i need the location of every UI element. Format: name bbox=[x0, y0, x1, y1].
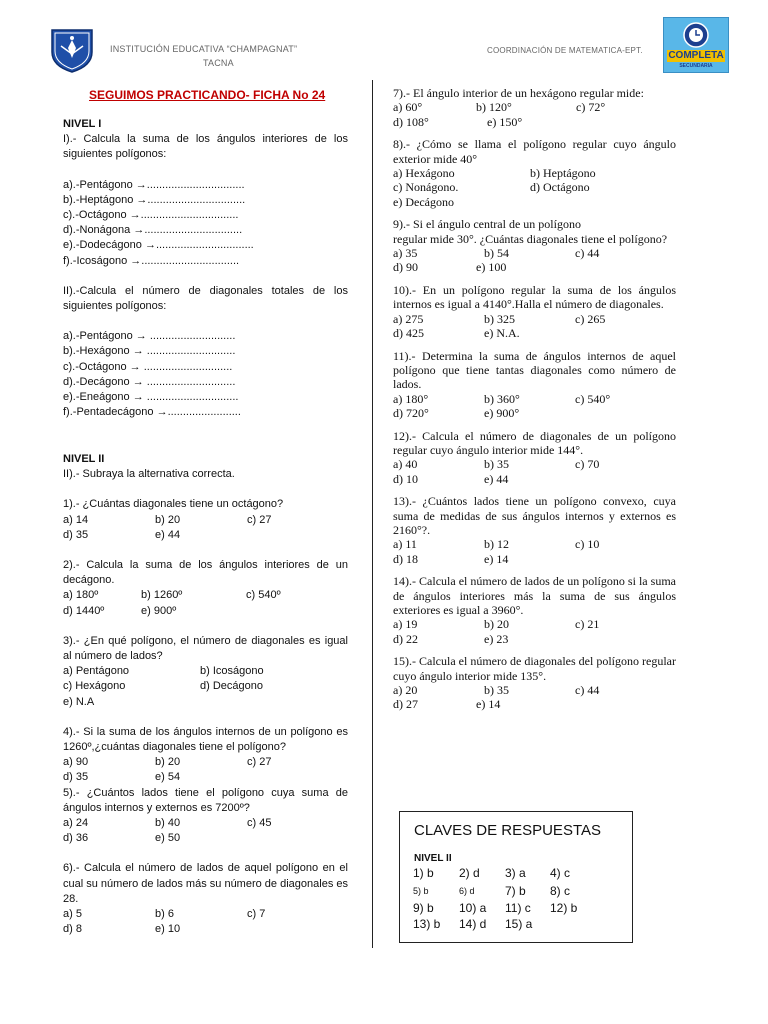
option: c) 44 bbox=[575, 246, 600, 261]
school-name: INSTITUCIÓN EDUCATIVA “CHAMPAGNAT” bbox=[110, 44, 298, 54]
options-row bbox=[393, 697, 676, 711]
options-row bbox=[393, 326, 676, 340]
options-row bbox=[63, 679, 348, 694]
completa-banner: COMPLETA bbox=[668, 50, 724, 61]
options-row bbox=[63, 816, 348, 831]
option: c) 7 bbox=[247, 908, 266, 921]
option: e) Decágono bbox=[393, 194, 454, 209]
option: e) N.A bbox=[63, 695, 95, 708]
options-row bbox=[63, 831, 348, 846]
answer-key: 11) c bbox=[505, 901, 531, 915]
option: a) 180° bbox=[393, 391, 429, 406]
option: a) Pentágono bbox=[63, 665, 130, 678]
option: d) 108° bbox=[393, 114, 429, 129]
option: b) 54 bbox=[484, 246, 509, 261]
list-item: b).-Heptágono →................................ bbox=[63, 193, 246, 206]
list-item: f).-Pentadecágono →........................ bbox=[63, 406, 241, 419]
list-item: e).-Dodecágono →................................ bbox=[63, 239, 254, 252]
answer-key: 3) a bbox=[505, 866, 526, 880]
option: e) 44 bbox=[155, 528, 181, 541]
option: a) Hexágono bbox=[393, 166, 455, 181]
option: d) 10 bbox=[393, 471, 418, 486]
section-II-instruction: II).-Calcula el número de diagonales totales de los siguientes polígonos: bbox=[63, 284, 348, 313]
option: c) 21 bbox=[575, 617, 600, 632]
department-name: COORDINACIÓN DE MATEMATICA-EPT. bbox=[487, 46, 643, 55]
option: b) 360° bbox=[484, 391, 520, 406]
option: e) 23 bbox=[484, 631, 509, 646]
option: e) 44 bbox=[484, 471, 509, 486]
answer-key: 2) d bbox=[459, 866, 480, 880]
list-item: d).-Nonágona →................................ bbox=[63, 224, 243, 237]
school-city: TACNA bbox=[203, 58, 234, 68]
question-7: 7).- El ángulo interior de un hexágono regular mide: bbox=[393, 86, 644, 100]
option: b) 35 bbox=[484, 683, 509, 698]
options-row bbox=[393, 617, 676, 631]
option: e) 900º bbox=[141, 604, 177, 617]
answer-key-row bbox=[413, 866, 570, 880]
options-row bbox=[393, 632, 676, 646]
options-row bbox=[63, 922, 348, 937]
options-row bbox=[63, 770, 348, 785]
option: d) 35 bbox=[63, 771, 89, 784]
answer-key-title: CLAVES DE RESPUESTAS bbox=[414, 822, 602, 839]
options-row bbox=[393, 683, 676, 697]
option: d) 22 bbox=[393, 631, 418, 646]
option: d) 425 bbox=[393, 326, 424, 341]
question-6: 6).- Calcula el número de lados de aquel polígono en el cual su número de lados más su número de diagonales es 28. bbox=[63, 862, 348, 905]
option: d) Octágono bbox=[530, 180, 590, 195]
list-item: a).-Pentágono →................................ bbox=[63, 178, 245, 191]
option: d) 36 bbox=[63, 832, 89, 845]
answer-key: 5) b bbox=[413, 886, 429, 896]
list-item: f).-Icoságono →................................ bbox=[63, 254, 240, 267]
option: e) 100 bbox=[476, 260, 507, 275]
question-1: 1).- ¿Cuántas diagonales tiene un octágono? bbox=[63, 498, 284, 511]
option: c) 27 bbox=[247, 756, 272, 769]
option: c) Hexágono bbox=[63, 680, 126, 693]
answer-key: 7) b bbox=[505, 884, 526, 898]
school-logo bbox=[48, 24, 96, 74]
option: c) 540° bbox=[575, 391, 611, 406]
options-row bbox=[63, 664, 348, 679]
answer-key: 9) b bbox=[413, 901, 434, 915]
option: b) 20 bbox=[155, 756, 181, 769]
option: b) 1260º bbox=[141, 589, 183, 602]
option: e) 10 bbox=[155, 923, 181, 936]
option: b) 6 bbox=[155, 908, 174, 921]
options-row bbox=[393, 246, 676, 260]
option: b) 20 bbox=[484, 617, 509, 632]
option: a) 35 bbox=[393, 246, 418, 261]
option: b) 35 bbox=[484, 457, 509, 472]
list-item: c).-Octágono → ............................. bbox=[63, 360, 233, 373]
option: d) 35 bbox=[63, 528, 89, 541]
option: e) 150° bbox=[487, 114, 523, 129]
question-10: 10).- En un polígono regular la suma de los ángulos internos es igual a 4140°.Halla el número de diagonales. bbox=[393, 282, 676, 312]
nivel2-column bbox=[63, 452, 348, 937]
answer-key: 8) c bbox=[550, 884, 571, 898]
option: c) 10 bbox=[575, 537, 600, 552]
option: a) 19 bbox=[393, 617, 418, 632]
option: a) 60° bbox=[393, 100, 423, 115]
answer-key-box bbox=[399, 811, 633, 943]
option: b) 40 bbox=[155, 817, 181, 830]
options-row bbox=[393, 195, 676, 209]
options-row bbox=[63, 528, 348, 543]
options-row bbox=[393, 406, 676, 420]
options-row bbox=[393, 260, 676, 274]
option: a) 11 bbox=[393, 537, 417, 552]
option: a) 90 bbox=[63, 756, 89, 769]
answer-key-row bbox=[413, 917, 532, 931]
section-I-instruction: I).- Calcula la suma de los ángulos interiores de los siguientes polígonos: bbox=[63, 133, 348, 161]
question-3: 3).- ¿En qué polígono, el número de diagonales es igual al número de lados? bbox=[63, 634, 348, 663]
option: d) 90 bbox=[393, 260, 418, 275]
option: e) 14 bbox=[476, 697, 501, 712]
option: c) Nonágono. bbox=[393, 180, 459, 195]
answer-key: 6) d bbox=[459, 886, 475, 896]
column-divider bbox=[372, 80, 373, 948]
option: a) 180º bbox=[63, 589, 99, 602]
option: d) Decágono bbox=[200, 680, 263, 693]
question-15: 15).- Calcula el número de diagonales del polígono regular cuyo ángulo interior mide 135°. bbox=[393, 654, 676, 683]
option: d) 18 bbox=[393, 551, 418, 566]
option: c) 540º bbox=[246, 589, 281, 602]
option: a) 275 bbox=[393, 311, 424, 326]
options-row bbox=[393, 115, 676, 129]
school-logo-text: CHAMPAGNAT bbox=[56, 25, 92, 31]
list-item: b).-Hexágono → ............................. bbox=[63, 345, 236, 358]
question-9: regular mide 30°. ¿Cuántas diagonales tiene el polígono? bbox=[393, 231, 668, 246]
nivel2-heading: NIVEL II bbox=[63, 453, 105, 465]
question-11: 11).- Determina la suma de ángulos internos de aquel polígono que tiene tantas diagonales como número de lados. bbox=[393, 348, 676, 392]
answer-key-row bbox=[413, 884, 570, 898]
options-row bbox=[63, 695, 348, 710]
question-4: 4).- Si la suma de los ángulos internos de un polígono es 1260º,¿cuántas diagonales tiene el polígono? bbox=[63, 725, 348, 754]
answer-key-subtitle: NIVEL II bbox=[414, 853, 452, 864]
options-row bbox=[393, 457, 676, 471]
options-row bbox=[393, 312, 676, 326]
completa-logo bbox=[663, 17, 729, 73]
option: c) 44 bbox=[575, 683, 600, 698]
options-row bbox=[393, 392, 676, 406]
options-row bbox=[393, 100, 676, 114]
option: c) 72° bbox=[576, 100, 606, 115]
answer-key: 1) b bbox=[413, 866, 434, 880]
option: a) 14 bbox=[63, 513, 89, 526]
option: b) Icoságono bbox=[200, 665, 264, 678]
answer-key: 13) b bbox=[413, 917, 441, 931]
option: e) 900° bbox=[484, 406, 520, 421]
options-row bbox=[63, 588, 348, 603]
list-item: e).-Eneágono → .............................. bbox=[63, 391, 239, 404]
option: d) 1440º bbox=[63, 604, 105, 617]
option: c) 70 bbox=[575, 457, 600, 472]
nivel2-instruction: II).- Subraya la alternativa correcta. bbox=[63, 468, 235, 481]
list-item: d).-Decágono → ............................. bbox=[63, 375, 236, 388]
question-8: 8).- ¿Cómo se llama el polígono regular cuyo ángulo exterior mide 40° bbox=[393, 137, 676, 166]
options-row bbox=[393, 166, 676, 180]
option: a) 40 bbox=[393, 457, 418, 472]
options-row bbox=[393, 552, 676, 566]
option: b) 120° bbox=[476, 100, 512, 115]
options-row bbox=[393, 537, 676, 551]
option: d) 720° bbox=[393, 406, 429, 421]
options-row bbox=[393, 472, 676, 486]
option: e) 50 bbox=[155, 832, 181, 845]
option: a) 20 bbox=[393, 683, 418, 698]
option: b) 12 bbox=[484, 537, 509, 552]
question-13: 13).- ¿Cuántos lados tiene un polígono convexo, cuya suma de medidas de sus ángulos internos y externos es 2160°?. bbox=[393, 494, 676, 537]
option: d) 8 bbox=[63, 923, 82, 936]
option: a) 5 bbox=[63, 908, 82, 921]
option: c) 265 bbox=[575, 311, 606, 326]
option: c) 45 bbox=[247, 817, 272, 830]
page-title: SEGUIMOS PRACTICANDO- FICHA No 24 bbox=[89, 88, 326, 102]
question-5: 5).- ¿Cuántos lados tiene el polígono cuya suma de ángulos internos y externos es 7200º? bbox=[63, 786, 348, 814]
answer-key-row bbox=[413, 901, 577, 915]
answer-key: 14) d bbox=[459, 917, 487, 931]
option: a) 24 bbox=[63, 817, 89, 830]
option: e) 14 bbox=[484, 551, 509, 566]
option: d) 27 bbox=[393, 697, 418, 712]
options-row bbox=[63, 907, 348, 922]
question-2: 2).- Calcula la suma de los ángulos interiores de un decágono. bbox=[63, 559, 348, 587]
options-row bbox=[393, 180, 676, 194]
options-row bbox=[63, 604, 348, 619]
completa-sub: SECUNDARIA bbox=[679, 63, 713, 69]
options-row bbox=[63, 755, 348, 770]
list-item: c).-Octágono →................................ bbox=[63, 209, 239, 222]
option: b) Heptágono bbox=[530, 166, 596, 181]
answer-key: 15) a bbox=[505, 917, 533, 931]
option: b) 20 bbox=[155, 513, 181, 526]
answer-key: 4) c bbox=[550, 866, 571, 880]
answer-key: 12) b bbox=[550, 901, 578, 915]
question-12: 12).- Calcula el número de diagonales de un polígono regular cuyo ángulo interior mide 144°. bbox=[393, 428, 676, 457]
options-row bbox=[63, 513, 348, 528]
nivel1-heading: NIVEL I bbox=[63, 118, 102, 130]
answer-key: 10) a bbox=[459, 901, 487, 915]
option: b) 325 bbox=[484, 311, 515, 326]
option: e) 54 bbox=[155, 771, 181, 784]
right-column bbox=[393, 86, 676, 712]
question-14: 14).- Calcula el número de lados de un polígono si la suma de ángulos interiores más la suma de sus ángulos exteriores es igual a 3960°. bbox=[393, 574, 676, 617]
option: e) N.A. bbox=[484, 326, 520, 341]
question-9-line1: 9).- Si el ángulo central de un polígono bbox=[393, 217, 581, 232]
left-column bbox=[63, 117, 348, 420]
list-item: a).-Pentágono → ............................ bbox=[63, 330, 236, 343]
option: c) 27 bbox=[247, 513, 272, 526]
